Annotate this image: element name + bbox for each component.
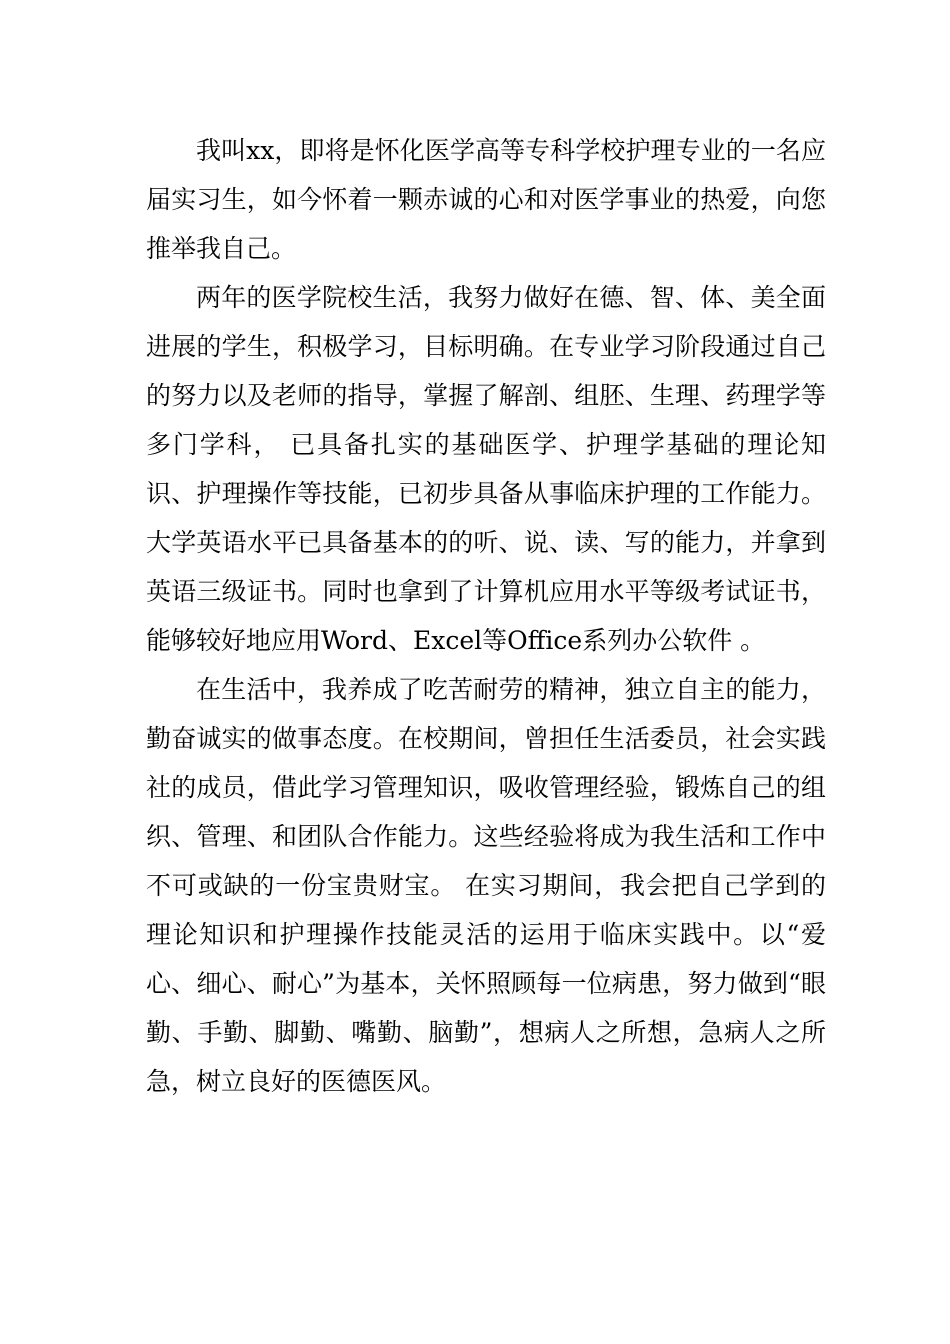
paragraph-education: 两年的医学院校生活，我努力做好在德、智、体、美全面进展的学生，积极学习，目标明确。在专业学习阶段通过自己的努力以及老师的指导，掌握了解剖、组胚、生理、药理学等多门学科， 已具备扎实的基础医学、护理学基础的理论知识、护理操作等技能，已初步具备从事临床护理的工作能力。 大学英语水平已具备基本的的听、说、读、写的能力，并拿到英语三级证书。同时也拿到了计算机应用水平等级考试证书，能够较好地应用Word、Excel等Office系列办公软件 。 (146, 283, 826, 655)
paragraph-self-introduction: 我叫xx，即将是怀化医学高等专科学校护理专业的一名应届实习生，如今怀着一颗赤诚的心和对医学事业的热爱，向您推举我自己。 (146, 136, 826, 263)
document-body (146, 126, 826, 1106)
paragraph-life-and-internship: 在生活中，我养成了吃苦耐劳的精神，独立自主的能力，勤奋诚实的做事态度。在校期间，曾担任生活委员，社会实践社的成员，借此学习管理知识，吸收管理经验，锻炼自己的组织、管理、和团队合作能力。这些经验将成为我生活和工作中不可或缺的一份宝贵财宝。 在实习期间，我会把自己学到的理论知识和护理操作技能灵活的运用于临床实践中。以“爱心、细心、耐心”为基本，关怀照顾每一位病患，努力做到“眼勤、手勤、脚勤、嘴勤、脑勤”，想病人之所想，急病人之所急，树立良好的医德医风。 (146, 675, 826, 1096)
